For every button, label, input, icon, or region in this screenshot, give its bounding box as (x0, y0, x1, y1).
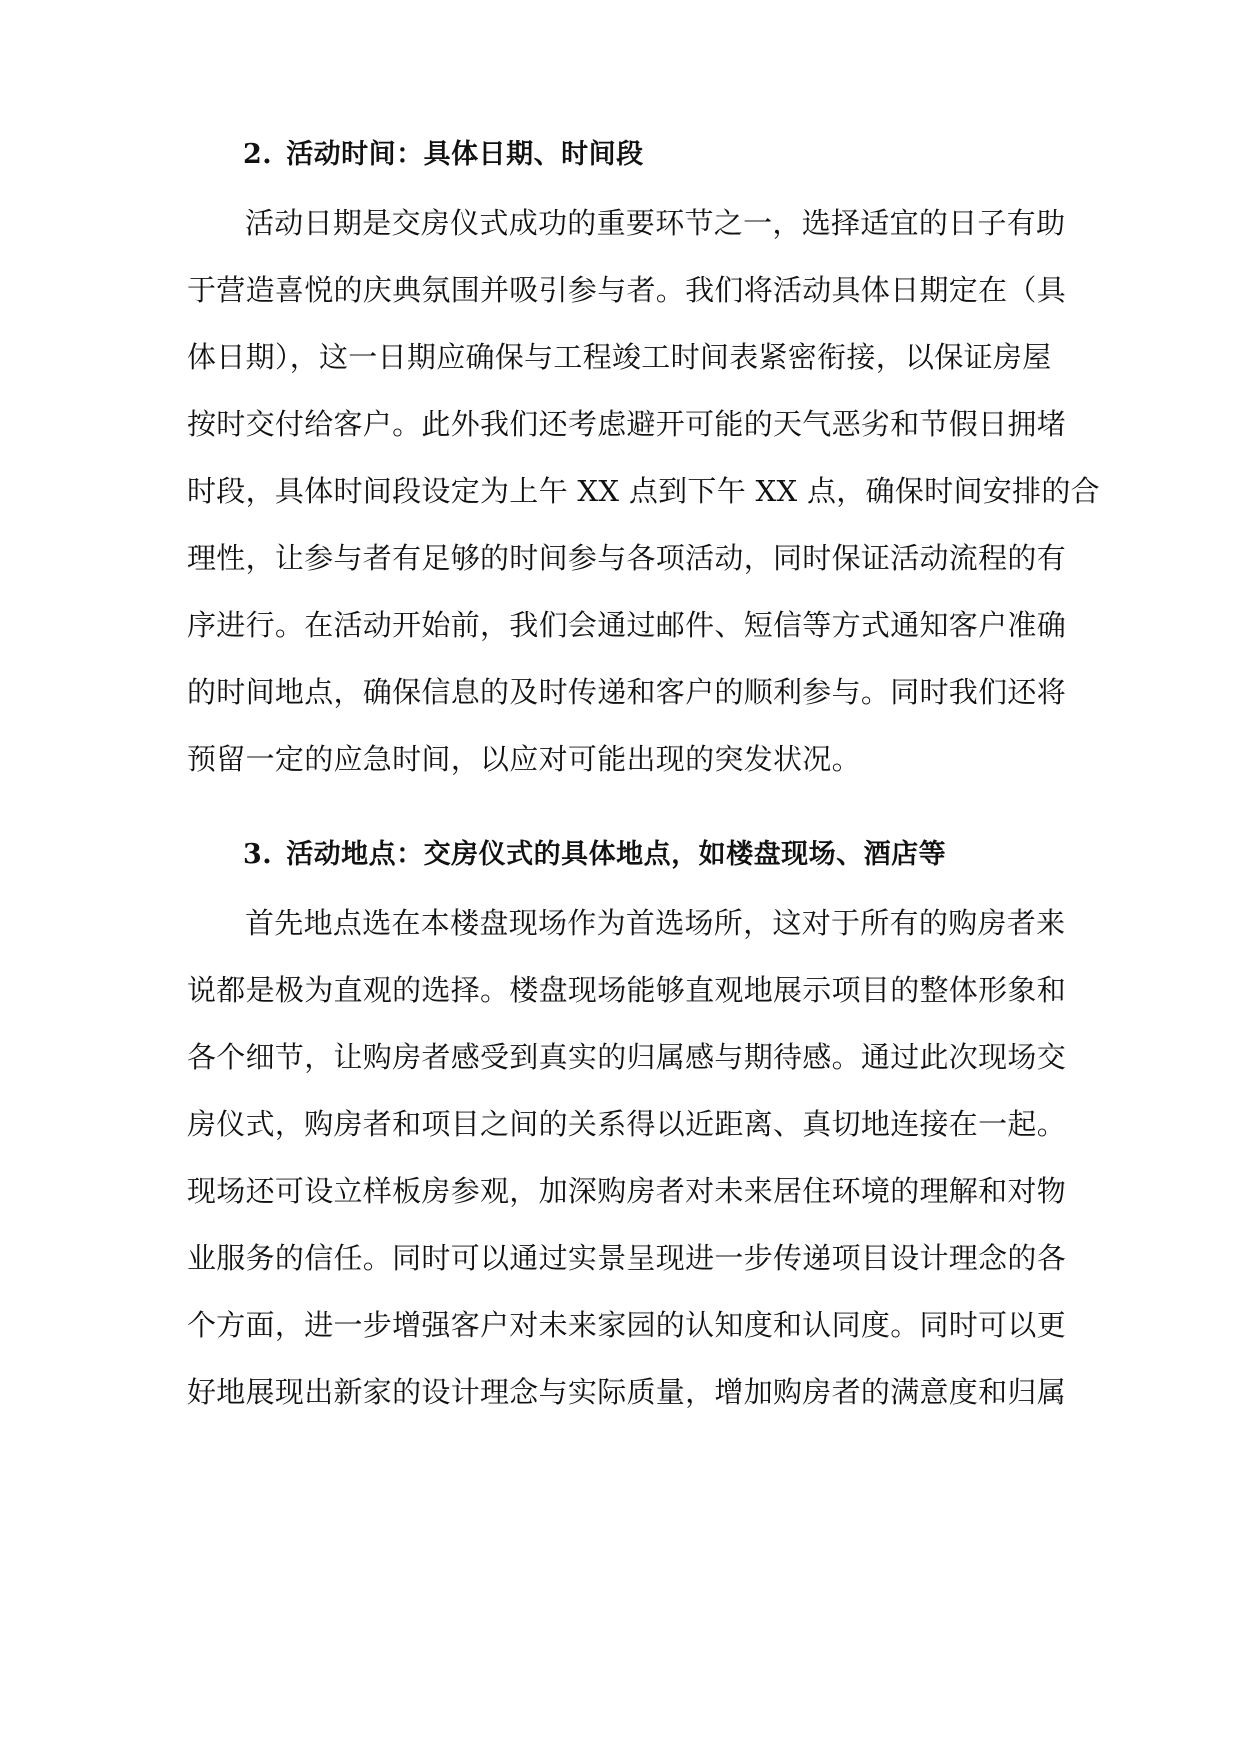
section-3-heading (243, 835, 946, 875)
paragraph-line: 序进行。在活动开始前，我们会通过邮件、短信等方式通知客户准确 (187, 608, 1067, 642)
paragraph-line: 好地展现出新家的设计理念与实际质量，增加购房者的满意度和归属 (187, 1375, 1067, 1409)
paragraph-line: 业服务的信任。同时可以通过实景呈现进一步传递项目设计理念的各 (187, 1241, 1067, 1275)
paragraph-line: 于营造喜悦的庆典氛围并吸引参与者。我们将活动具体日期定在（具 (187, 273, 1067, 307)
section-3-title: 活动地点：交房仪式的具体地点，如楼盘现场、酒店等 (286, 839, 947, 870)
section-2-heading (243, 135, 644, 175)
paragraph-line: 个方面，进一步增强客户对未来家园的认知度和认同度。同时可以更 (187, 1308, 1067, 1342)
paragraph-line: 的时间地点，确保信息的及时传递和客户的顺利参与。同时我们还将 (187, 675, 1067, 709)
paragraph-line: 体日期），这一日期应确保与工程竣工时间表紧密衔接，以保证房屋 (187, 340, 1052, 374)
section-2-title: 活动时间：具体日期、时间段 (286, 139, 644, 170)
paragraph-line: 首先地点选在本楼盘现场作为首选场所，这对于所有的购房者来 (245, 906, 1066, 940)
paragraph-line: 时段，具体时间段设定为上午 XX 点到下午 XX 点，确保时间安排的合 (187, 474, 1100, 508)
paragraph-line: 预留一定的应急时间，以应对可能出现的突发状况。 (187, 742, 861, 776)
paragraph-line: 活动日期是交房仪式成功的重要环节之一，选择适宜的日子有助 (245, 206, 1066, 240)
paragraph-line: 理性，让参与者有足够的时间参与各项活动，同时保证活动流程的有 (187, 541, 1067, 575)
paragraph-line: 现场还可设立样板房参观，加深购房者对未来居住环境的理解和对物 (187, 1174, 1067, 1208)
paragraph-line: 房仪式，购房者和项目之间的关系得以近距离、真切地连接在一起。 (187, 1107, 1067, 1141)
paragraph-line: 说都是极为直观的选择。楼盘现场能够直观地展示项目的整体形象和 (187, 973, 1067, 1007)
paragraph-line: 按时交付给客户。此外我们还考虑避开可能的天气恶劣和节假日拥堵 (187, 407, 1067, 441)
paragraph-line: 各个细节，让购房者感受到真实的归属感与期待感。通过此次现场交 (187, 1040, 1067, 1074)
section-2-number: 2. (243, 139, 273, 170)
section-3-number: 3. (243, 839, 273, 870)
